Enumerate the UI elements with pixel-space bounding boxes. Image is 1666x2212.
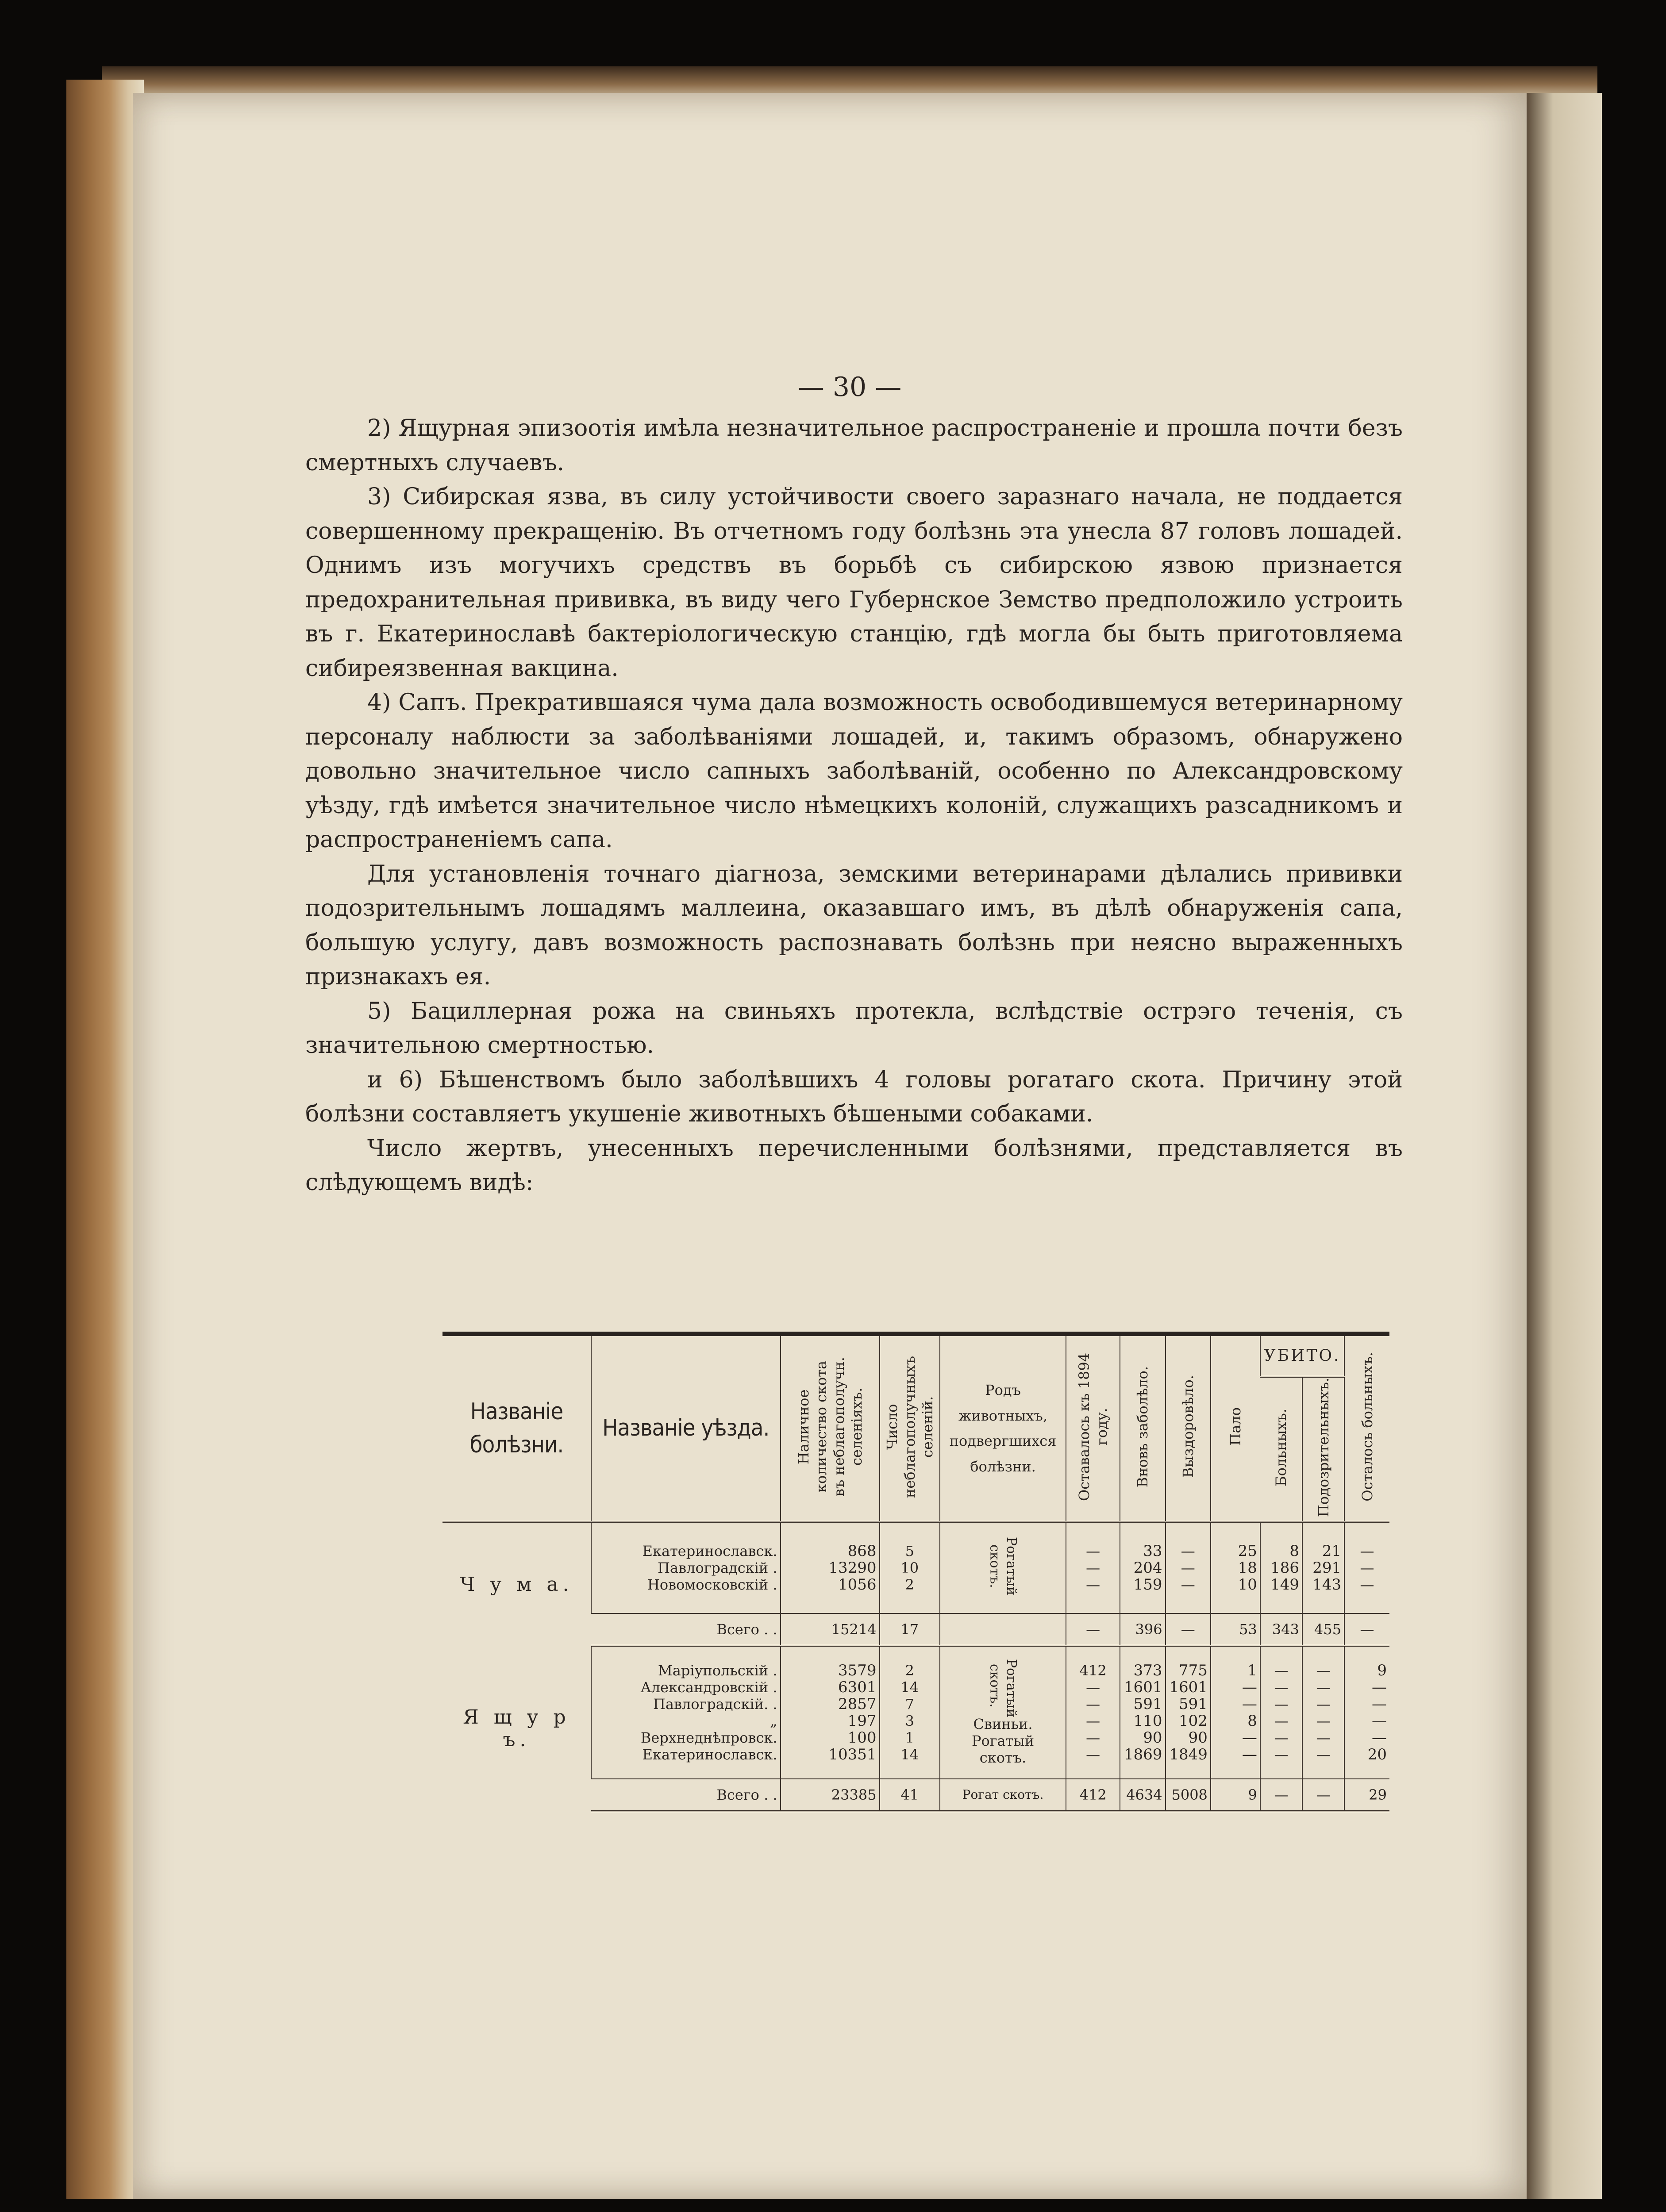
total-killed-sick: — xyxy=(1260,1779,1302,1811)
animal-kind: Рогатый скотъ. Свиньи. Рогатый скотъ. xyxy=(940,1646,1066,1779)
paragraph: 2) Ящурная эпизоотія имѣла незначительное распространеніе и прошла почти безъ смертныхъ случаевъ. xyxy=(305,415,1403,476)
total-label: Всего . . xyxy=(591,1613,781,1646)
page-number: — 30 — xyxy=(797,372,902,403)
village-values: 2 14 7 3 1 14 xyxy=(880,1646,940,1779)
header-villages: Число неблагополучныхъ селеній. xyxy=(880,1336,940,1522)
statistics-table xyxy=(442,1332,1389,1812)
total-killed-suspect: — xyxy=(1302,1779,1344,1811)
paragraph: 3) Сибирская язва, въ силу устойчивости своего заразнаго начала, не поддается совершенному прекращенію. Въ отчетномъ году болѣзнь эта унесла 87 головъ лошадей. Однимъ изъ могучихъ средствъ въ борьбѣ съ сибирскою язвою признается предохранительная прививка, въ виду чего Губернское Земство предположило устроить въ г. Екатеринославѣ бактеріологическую станцію, гдѣ могла бы быть приготовляема сибиреязвенная вакцина. xyxy=(305,484,1403,682)
total-villages: 41 xyxy=(880,1779,940,1811)
village-values: 5 10 2 xyxy=(880,1522,940,1613)
paragraph: Число жертвъ, унесенныхъ перечисленными болѣзнями, представляется въ слѣдующемъ видѣ: xyxy=(305,1135,1403,1196)
killed-sick-values: 8 186 149 xyxy=(1260,1522,1302,1613)
total-recovered: 5008 xyxy=(1166,1779,1211,1811)
total-remaining: 29 xyxy=(1344,1779,1389,1811)
header-county: Названіе уѣзда. xyxy=(591,1336,781,1522)
header-remaining: Осталось больныхъ. xyxy=(1344,1336,1389,1522)
total-cattle: 23385 xyxy=(781,1779,880,1811)
new-sick-values: 33 204 159 xyxy=(1120,1522,1165,1613)
header-disease: Названіе болѣзни. xyxy=(442,1336,591,1522)
total-animal xyxy=(940,1613,1066,1646)
disease-table xyxy=(442,1336,1389,1812)
total-animal: Рогат скотъ. xyxy=(940,1779,1066,1811)
header-animal-kind: Родъ животныхъ, подвергшихся болѣзни. xyxy=(940,1336,1066,1522)
header-died: Пало xyxy=(1211,1336,1260,1522)
header-killed-sick: Больныхъ. xyxy=(1260,1377,1302,1522)
total-villages: 17 xyxy=(880,1613,940,1646)
remaining-values: — — — xyxy=(1344,1522,1389,1613)
total-label: Всего . . xyxy=(591,1779,781,1811)
left-values: — — — xyxy=(1066,1522,1120,1613)
header-cattle: Наличное количество скота въ неблагополучн. селеніяхъ. xyxy=(781,1336,880,1522)
total-new: 396 xyxy=(1120,1613,1165,1646)
total-recovered: — xyxy=(1166,1613,1211,1646)
total-killed-suspect: 455 xyxy=(1302,1613,1344,1646)
new-sick-values: 373 1601 591 110 90 1869 xyxy=(1120,1646,1165,1779)
cattle-values: 3579 6301 2857 197 100 10351 xyxy=(781,1646,880,1779)
total-left: 412 xyxy=(1066,1779,1120,1811)
disease-name: Ч у м а. xyxy=(460,1573,573,1596)
paragraph: и 6) Бѣшенствомъ было заболѣвшихъ 4 головы рогатаго скота. Причину этой болѣзни составляетъ укушеніе животныхъ бѣшеными собаками. xyxy=(305,1066,1403,1127)
recovered-values: 775 1601 591 102 90 1849 xyxy=(1166,1646,1211,1779)
paragraph: Для установленія точнаго діагноза, земскими ветеринарами дѣлались прививки подозрительнымъ лошадямъ маллеина, оказавшаго имъ, въ дѣлѣ обнаруженія сапа, большую услугу, давъ возможность распознавать болѣзнь при неясно выраженныхъ признакахъ ея. xyxy=(305,860,1403,990)
paragraph: 5) Бациллерная рожа на свиньяхъ протекла, вслѣдствіе острэго теченія, съ значительною смертностью. xyxy=(305,998,1403,1059)
county-list: Екатеринославск. Павлоградскій . Новомосковскій . xyxy=(591,1522,781,1613)
header-recovered: Выздоровѣло. xyxy=(1166,1336,1211,1522)
recovered-values: — — — xyxy=(1166,1522,1211,1613)
total-left: — xyxy=(1066,1613,1120,1646)
book-spine-edge xyxy=(66,80,144,2199)
table-row xyxy=(442,1522,1389,1613)
total-killed-sick: 343 xyxy=(1260,1613,1302,1646)
header-killed: УБИТО. xyxy=(1260,1336,1344,1377)
remaining-values: 9 — — — — 20 xyxy=(1344,1646,1389,1779)
header-left-1894: Оставалось къ 1894 году. xyxy=(1066,1336,1120,1522)
died-values: 1 — — 8 — — xyxy=(1211,1646,1260,1779)
left-values: 412 — — — — — xyxy=(1066,1646,1120,1779)
died-values: 25 18 10 xyxy=(1211,1522,1260,1613)
total-died: 9 xyxy=(1211,1779,1260,1811)
total-remaining: — xyxy=(1344,1613,1389,1646)
total-cattle: 15214 xyxy=(781,1613,880,1646)
paragraph: 4) Сапъ. Прекратившаяся чума дала возможность освободившемуся ветеринарному персоналу наблюсти за заболѣваніями лошадей, и, такимъ образомъ, обнаружено довольно значительное число сапныхъ заболѣваній, особенно по Александровскому уѣзду, гдѣ имѣется значительное число нѣмецкихъ колоній, служащихъ разсадникомъ и распространеніемъ сапа. xyxy=(305,689,1403,853)
table-row xyxy=(442,1646,1389,1779)
county-list: Маріупольскій . Александровскій . Павлоградскій. . „ Верхнеднѣпровск. Екатеринославск. xyxy=(591,1646,781,1779)
facing-page-edge xyxy=(1527,93,1602,2199)
killed-suspect-values: 21 291 143 xyxy=(1302,1522,1344,1613)
body-text xyxy=(305,363,1403,1200)
header-new-sick: Вновь заболѣло. xyxy=(1120,1336,1165,1522)
cattle-values: 868 13290 1056 xyxy=(781,1522,880,1613)
total-died: 53 xyxy=(1211,1613,1260,1646)
killed-sick-values: — — — — — — xyxy=(1260,1646,1302,1779)
killed-suspect-values: — — — — — — xyxy=(1302,1646,1344,1779)
animal-kind: Рогатый скотъ. xyxy=(940,1522,1066,1613)
total-new: 4634 xyxy=(1120,1779,1165,1811)
disease-name: Я щ у р ъ. xyxy=(463,1706,570,1751)
header-killed-suspect: Подозрительныхъ. xyxy=(1302,1377,1344,1522)
